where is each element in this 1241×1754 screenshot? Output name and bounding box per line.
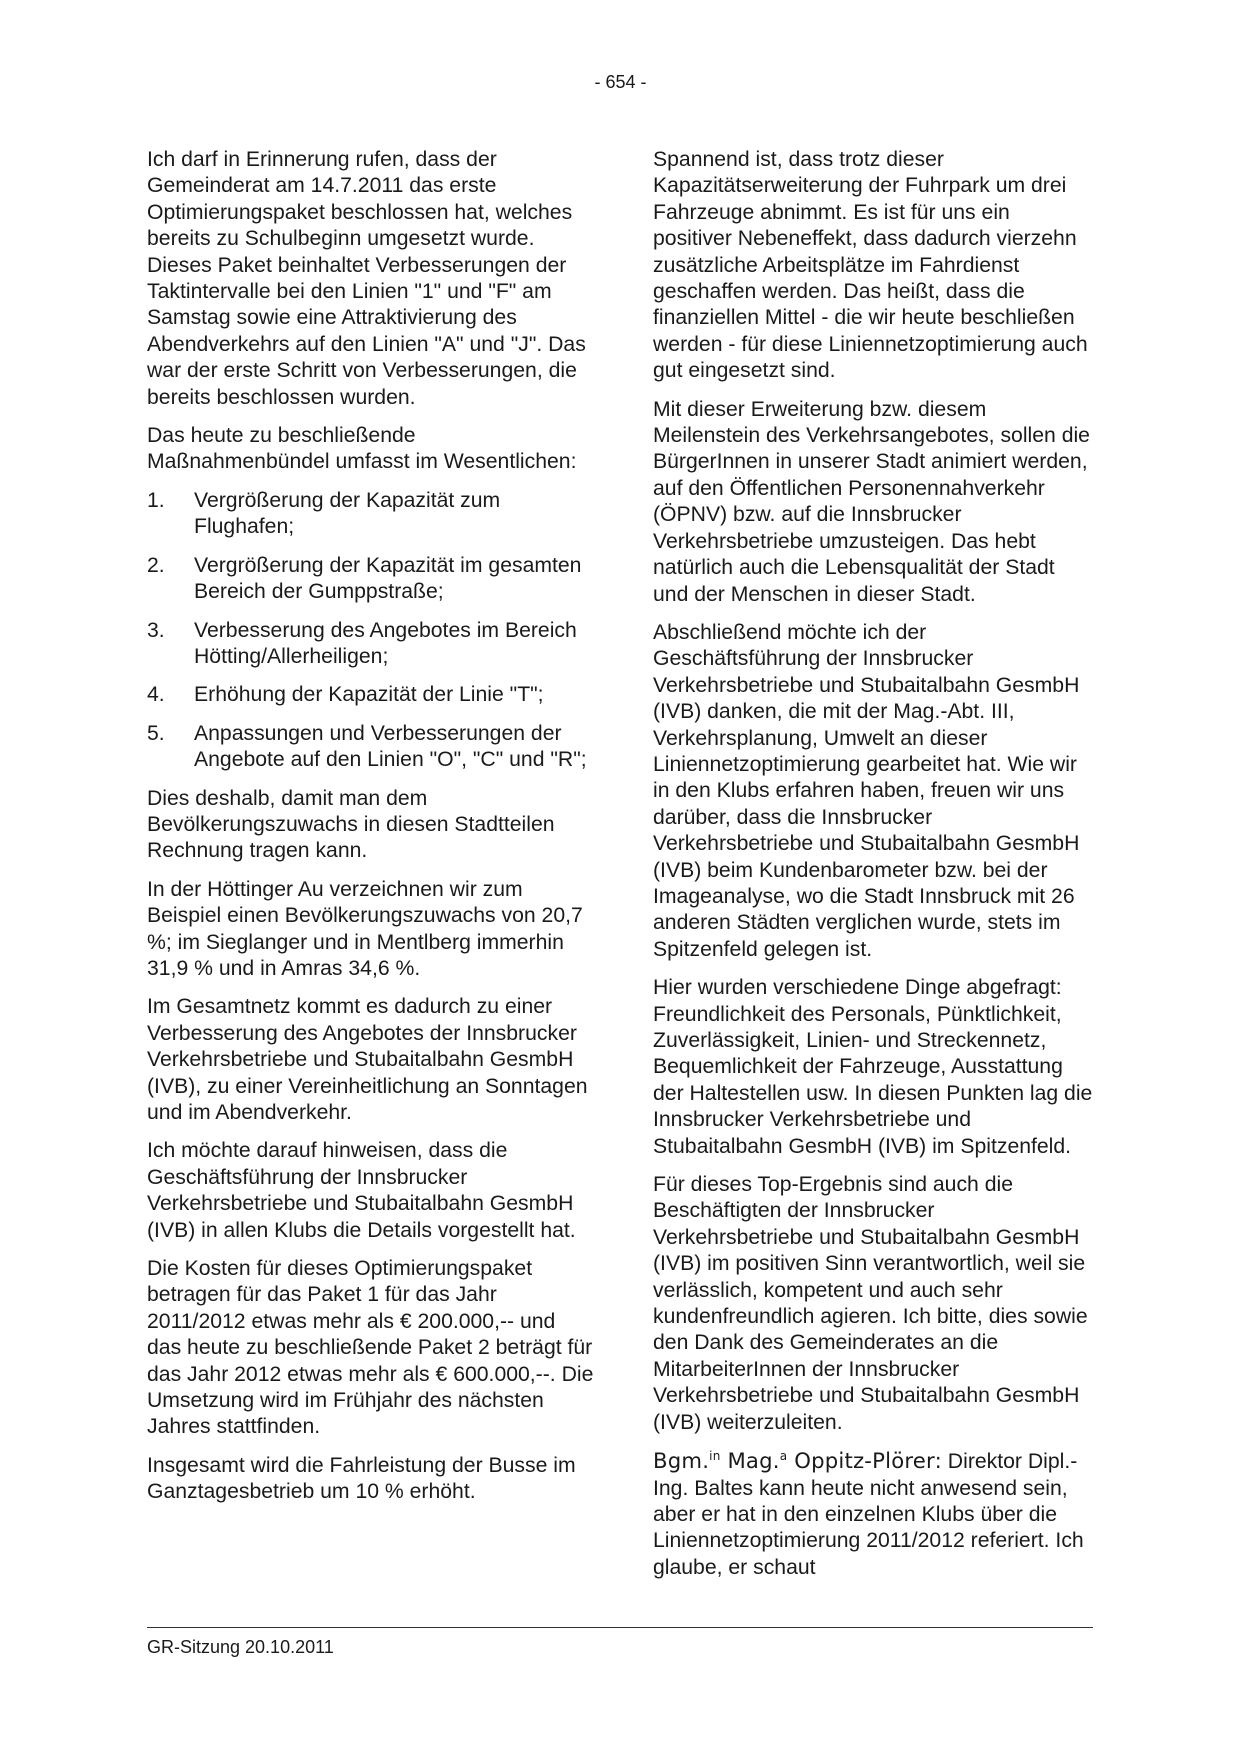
list-item-text: Erhöhung der Kapazität der Linie "T"; [194,683,544,707]
paragraph: Insgesamt wird die Fahrleistung der Busse im Ganztagesbetrieb um 10 % erhöht. [147,1453,576,1504]
list-item [147,682,595,708]
page-number: - 654 - [594,72,647,92]
speaker-degree: Mag. [720,1448,780,1474]
list-item [147,721,595,774]
paragraph: Ich darf in Erinnerung rufen, dass der Gemeinderat am 14.7.2011 das erste Optimierungspaket beschlossen hat, welches bereits zu Schulbeginn umgesetzt wurde. Dieses Paket beinhaltet Verbesserungen der Taktintervalle bei den Linien "1" und "F" am Samstag sowie eine Attraktivierung des Abendverkehrs auf den Linien "A" und "J". Das war der erste Schritt von Verbesserungen, die bereits beschlossen wurden. [147,148,586,409]
speaker-name [653,1448,942,1473]
speaker-paragraph [653,1448,1093,1581]
list-item-number: 5. [147,721,165,745]
speaker-title-superscript: in [709,1449,721,1464]
list-item-number: 1. [147,488,165,512]
paragraph: Hier wurden verschiedene Dinge abgefragt: Freundlichkeit des Personals, Pünktlichkeit, Zuverlässigkeit, Linien- und Streckennetz, Bequemlichkeit der Fahrzeuge, Ausstattung der Haltestellen usw. In diesen Punkten lag die Innsbrucker Verkehrsbetriebe und Stubaitalbahn GesmbH (IVB) im Spitzenfeld. [653,976,1093,1158]
paragraph: Spannend ist, dass trotz dieser Kapazitätserweiterung der Fuhrpark um drei Fahrzeuge abnimmt. Es ist für uns ein positiver Nebeneffekt, dass dadurch vierzehn zusätzliche Arbeitsplätze im Fahrdienst geschaffen werden. Das heißt, dass die finanziellen Mittel - die wir heute beschließen werden - für diese Liniennetzoptimierung auch gut eingesetzt sind. [653,148,1088,383]
right-column [653,147,1093,1593]
measures-list [147,488,595,774]
list-item-number: 2. [147,553,165,577]
footer-divider [147,1627,1093,1628]
list-item-text: Vergrößerung der Kapazität zum Flughafen; [194,488,501,539]
paragraph: Das heute zu beschließende Maßnahmenbündel umfasst im Wesentlichen: [147,424,577,474]
paragraph: Mit dieser Erweiterung bzw. diesem Meilenstein des Verkehrsangebotes, sollen die BürgerInnen in unserer Stadt animiert werden, auf den Öffentlichen Personennahverkehr (ÖPNV) bzw. auf die Innsbrucker Verkehrsbetriebe umzusteigen. Das hebt natürlich auch die Lebensqualität der Stadt und der Menschen in dieser Stadt. [653,397,1090,606]
paragraph: Abschließend möchte ich der Geschäftsführung der Innsbrucker Verkehrsbetriebe und Stubaitalbahn GesmbH (IVB) danken, die mit der Mag.-Abt. III, Verkehrsplanung, Umwelt an dieser Liniennetzoptimierung gearbeitet hat. Wie wir in den Klubs erfahren haben, freuen wir uns darüber, dass die Innsbrucker Verkehrsbetriebe und Stubaitalbahn GesmbH (IVB) beim Kundenbarometer bzw. bei der Imageanalyse, wo die Stadt Innsbruck mit 26 anderen Städten verglichen wurde, stets im Spitzenfeld gelegen ist. [653,620,1080,961]
list-item-number: 4. [147,683,165,707]
list-item-text: Anpassungen und Verbesserungen der Angebote auf den Linien "O", "C" und "R"; [194,721,587,772]
speaker-degree-superscript: a [779,1449,788,1464]
paragraph: Ich möchte darauf hinweisen, dass die Geschäftsführung der Innsbrucker Verkehrsbetriebe und Stubaitalbahn GesmbH (IVB) in allen Klubs die Details vorgestellt hat. [147,1139,576,1242]
list-item [147,618,595,671]
speech-text: Direktor Dipl.-Ing. Baltes kann heute nicht anwesend sein, aber er hat in den einzelnen Klubs über die Liniennetzoptimierung 2011/2012 referiert. Ich glaube, er schaut [653,1450,1084,1579]
footer-session-date: GR-Sitzung 20.10.2011 [147,1637,334,1657]
paragraph: Die Kosten für dieses Optimierungspaket betragen für das Paket 1 für das Jahr 2011/2012 etwas mehr als € 200.000,-- und das heute zu beschließende Paket 2 beträgt für das Jahr 2012 etwas mehr als € 600.000,--. Die Umsetzung wird im Frühjahr des nächsten Jahres stattfinden. [147,1257,594,1439]
list-item [147,488,595,541]
paragraph: Für dieses Top-Ergebnis sind auch die Beschäftigten der Innsbrucker Verkehrsbetriebe und Stubaitalbahn GesmbH (IVB) im positiven Sinn verantwortlich, weil sie verlässlich, kompetent und auch sehr kundenfreundlich agieren. Ich bitte, dies sowie den Dank des Gemeinderates an die MitarbeiterInnen der Innsbrucker Verkehrsbetriebe und Stubaitalbahn GesmbH (IVB) weiterzuleiten. [653,1173,1088,1434]
list-item-number: 3. [147,618,165,642]
paragraph: Im Gesamtnetz kommt es dadurch zu einer Verbesserung des Angebotes der Innsbrucker Verkehrsbetriebe und Stubaitalbahn GesmbH (IVB), zu einer Vereinheitlichung an Sonntagen und im Abendverkehr. [147,995,588,1124]
speaker-title: Bgm. [653,1448,710,1474]
paragraph: Dies deshalb, damit man dem Bevölkerungszuwachs in diesen Stadtteilen Rechnung tragen kann. [147,786,555,863]
list-item-text: Vergrößerung der Kapazität im gesamten Bereich der Gumppstraße; [194,553,582,604]
left-column [147,147,595,1518]
list-item-text: Verbesserung des Angebotes im Bereich Hötting/Allerheiligen; [194,618,577,668]
speaker-surname: Oppitz-Plörer: [787,1448,942,1474]
list-item [147,553,595,606]
paragraph: In der Höttinger Au verzeichnen wir zum Beispiel einen Bevölkerungszuwachs von 20,7 %; im Sieglanger und in Mentlberg immerhin 31,9 % und in Amras 34,6 %. [147,877,583,980]
